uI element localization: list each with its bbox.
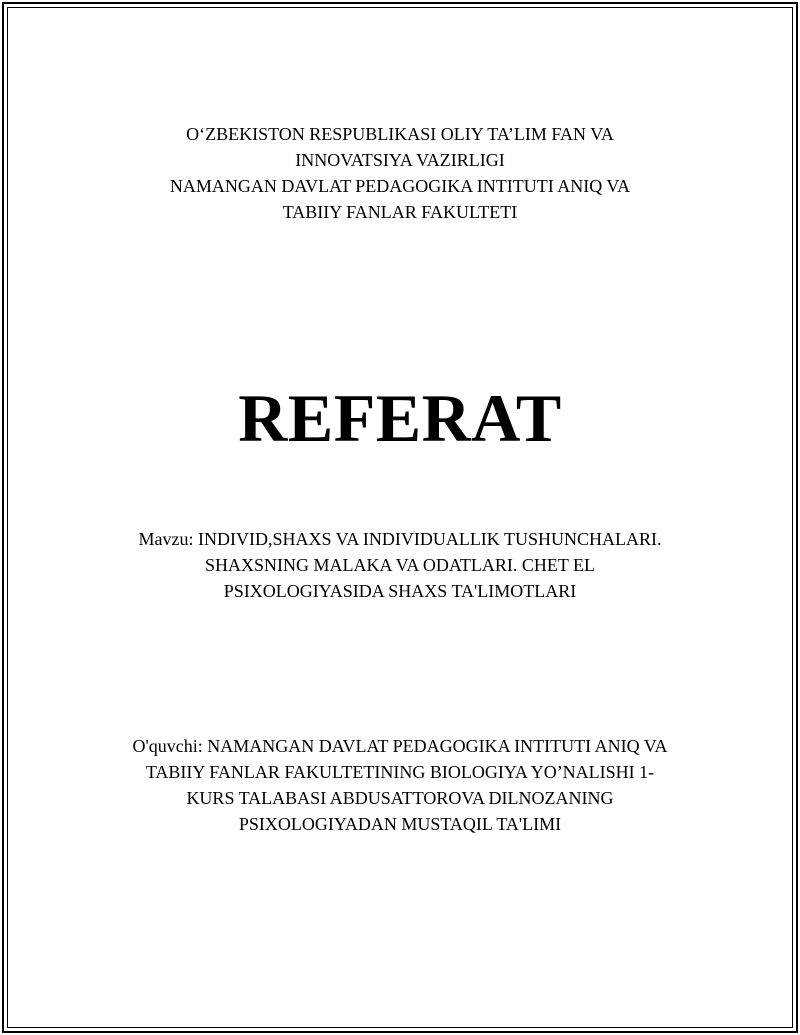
student-line: PSIXOLOGIYADAN MUSTAQIL TA'LIMI [238, 814, 562, 834]
header-line: TABIIY FANLAR FAKULTETI [282, 202, 518, 222]
institution-header [0, 121, 800, 225]
header-line: INNOVATSIYA VAZIRLIGI [295, 150, 505, 170]
header-line: NAMANGAN DAVLAT PEDAGOGIKA INTITUTI ANIQ VA [169, 176, 631, 196]
student-block [0, 733, 800, 837]
student-line: TABIIY FANLAR FAKULTETINING BIOLOGIYA YO’NALISHI 1- [145, 762, 655, 782]
student-line: KURS TALABASI ABDUSATTOROVA DILNOZANING [186, 788, 614, 808]
topic-line: SHAXSNING MALAKA VA ODATLARI. CHET EL [204, 555, 596, 575]
topic-block [0, 526, 800, 604]
document-title: REFERAT [238, 380, 562, 456]
student-line: O'quvchi: NAMANGAN DAVLAT PEDAGOGIKA INTITUTI ANIQ VA [132, 736, 668, 756]
topic-line: Mavzu: INDIVID,SHAXS VA INDIVIDUALLIK TUSHUNCHALARI. [138, 529, 662, 549]
header-line: O‘ZBEKISTON RESPUBLIKASI OLIY TA’LIM FAN VA [186, 124, 614, 144]
topic-line: PSIXOLOGIYASIDA SHAXS TA'LIMOTLARI [223, 581, 577, 601]
